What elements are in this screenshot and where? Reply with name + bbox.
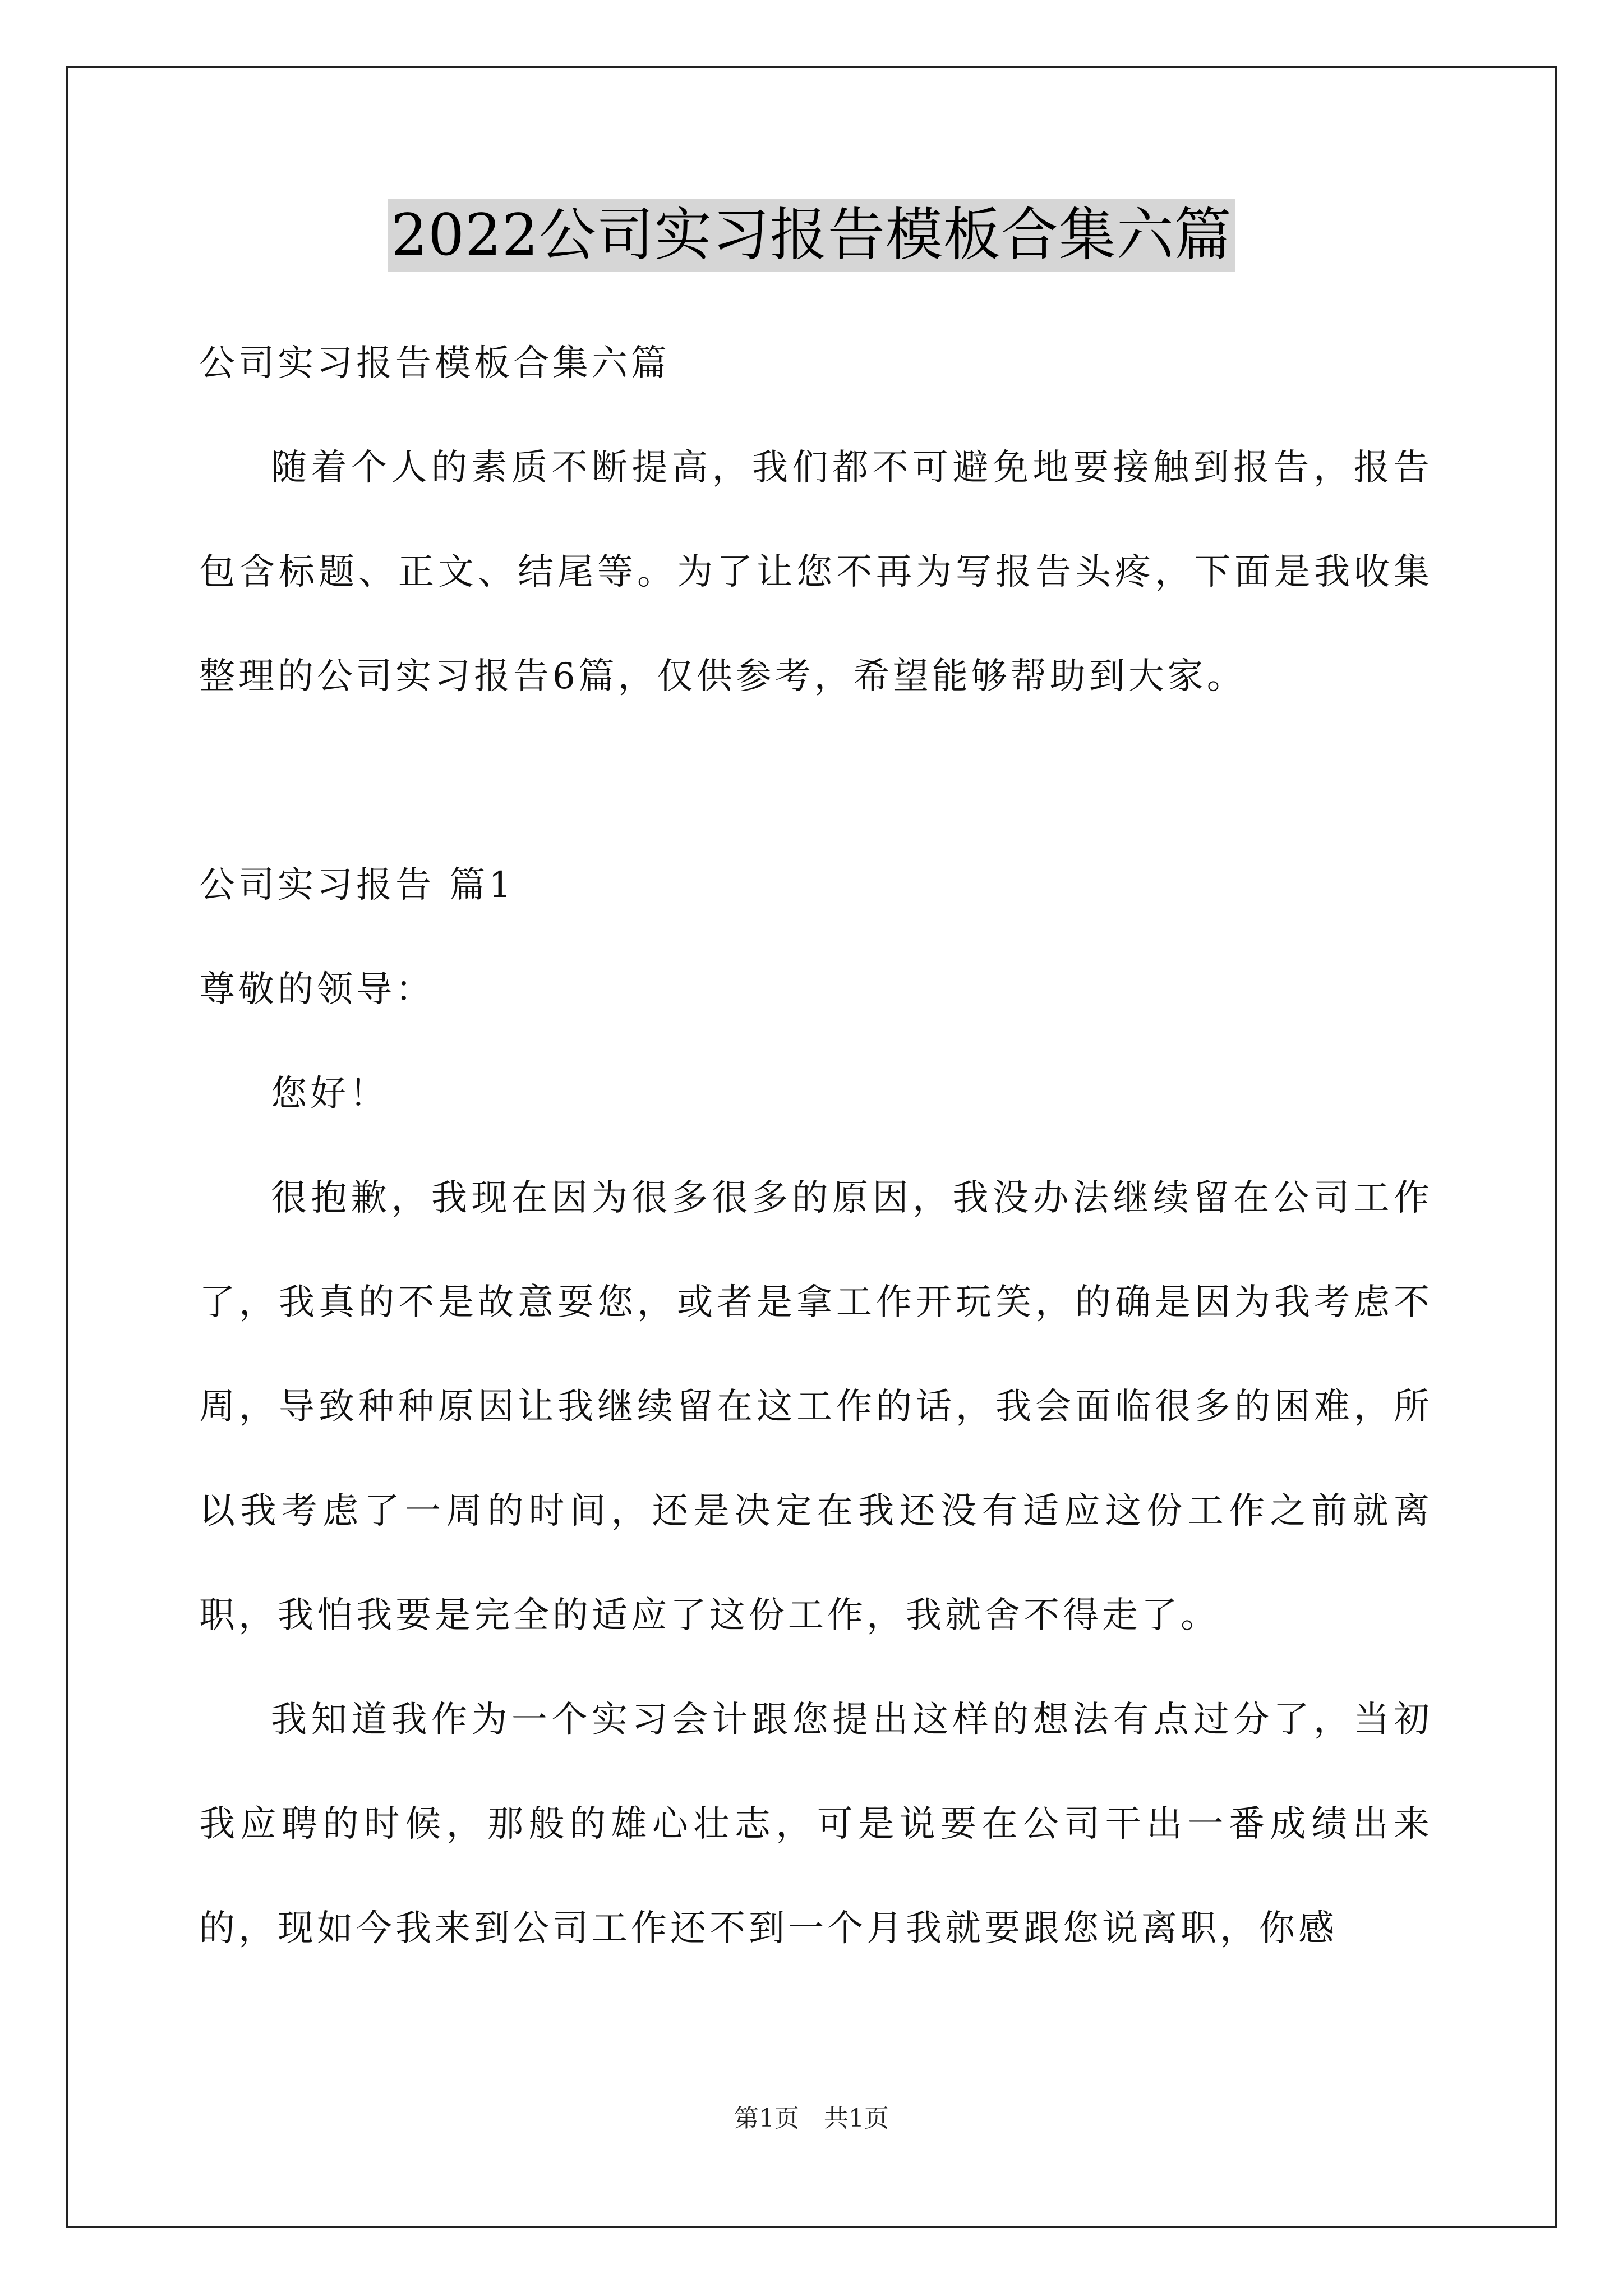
blank-line [199,729,1433,833]
document-subtitle: 公司实习报告模板合集六篇 [199,343,670,384]
intro-paragraph: 随着个人的素质不断提高，我们都不可避免地要接触到报告，报告包含标题、正文、结尾等。为了让您不再为写报告头疼，下面是我收集整理的公司实习报告6篇，仅供参考，希望能够帮助到大家。 [199,447,1433,697]
salutation: 尊敬的领导： [199,969,435,1010]
body-paragraph: 我知道我作为一个实习会计跟您提出这样的想法有点过分了，当初我应聘的时候，那般的雄心壮志，可是说要在公司干出一番成绩出来的，现如今我来到公司工作还不到一个月我就要跟您说离职，你感 [199,1699,1433,1949]
page-footer: 第1页 共1页 [734,2104,889,2133]
document-body [199,311,1433,1981]
greeting: 您好！ [271,1073,389,1115]
section-heading: 公司实习报告 篇1 [199,864,515,906]
document-title: 2022公司实习报告模板合集六篇 [388,199,1235,272]
body-paragraph: 很抱歉，我现在因为很多很多的原因，我没办法继续留在公司工作了，我真的不是故意耍您，或者是拿工作开玩笑，的确是因为我考虑不周，导致种种原因让我继续留在这工作的话，我会面临很多的困难，所以我考虑了一周的时间，还是决定在我还没有适应这份工作之前就离职，我怕我要是完全的适应了这份工作，我就舍不得走了。 [199,1177,1433,1636]
title-container [0,199,1623,272]
